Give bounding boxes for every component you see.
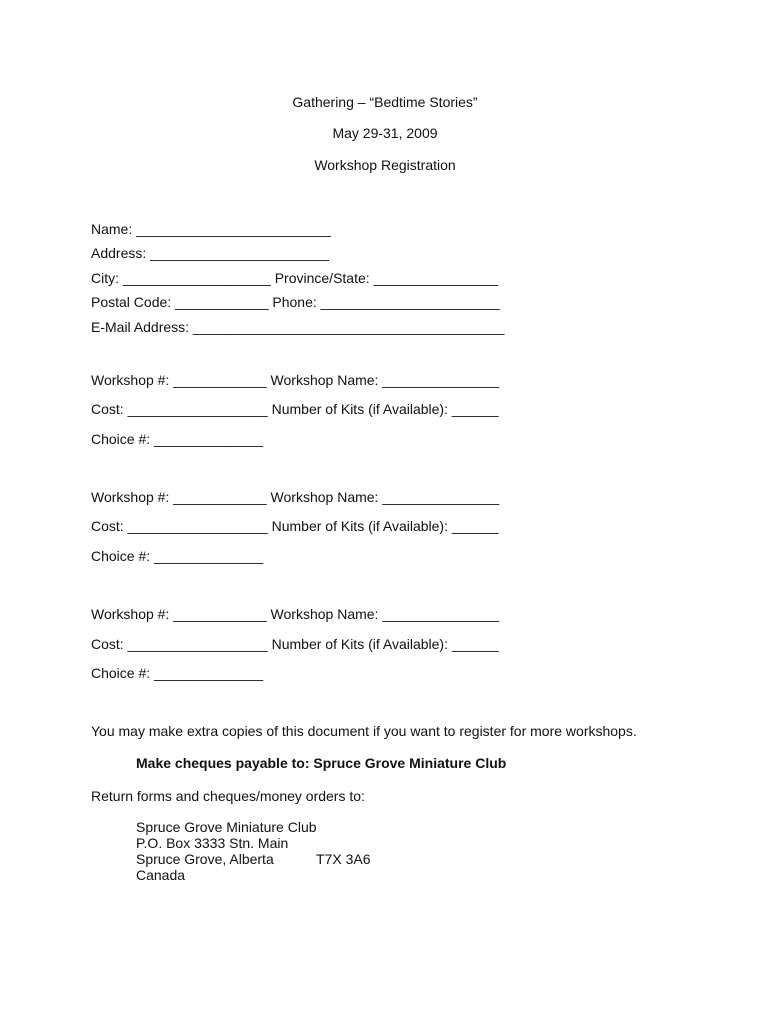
postal-phone-field: Postal Code: ____________ Phone: _______________________ xyxy=(91,294,500,310)
event-dates: May 29-31, 2009 xyxy=(332,125,438,141)
workshop-2-choice-line: Choice #: ______________ xyxy=(91,548,264,564)
form-subtitle: Workshop Registration xyxy=(314,157,456,173)
mailing-postal-code: T7X 3A6 xyxy=(316,851,371,867)
workshop-1-cost-line: Cost: __________________ Number of Kits (if Available): ______ xyxy=(91,401,499,417)
name-field: Name: _________________________ xyxy=(91,221,331,237)
mailing-address-line-3: Spruce Grove, Alberta xyxy=(136,851,274,867)
mailing-address-line-4: Canada xyxy=(136,867,186,883)
mailing-address-line-1: Spruce Grove Miniature Club xyxy=(136,819,317,835)
workshop-3-line: Workshop #: ____________ Workshop Name: _______________ xyxy=(91,606,500,622)
copies-note: You may make extra copies of this document if you want to register for more workshops. xyxy=(91,723,637,739)
workshop-3-cost-line: Cost: __________________ Number of Kits (if Available): ______ xyxy=(91,636,499,652)
email-field: E-Mail Address: ________________________________________ xyxy=(91,319,505,335)
payable-notice: Make cheques payable to: Spruce Grove Miniature Club xyxy=(136,755,507,771)
workshop-1-line: Workshop #: ____________ Workshop Name: _______________ xyxy=(91,372,500,388)
address-field: Address: _______________________ xyxy=(91,245,330,261)
form-title: Gathering – “Bedtime Stories” xyxy=(292,94,478,110)
city-province-field: City: ___________________ Province/State: ________________ xyxy=(91,270,499,286)
workshop-2-line: Workshop #: ____________ Workshop Name: _______________ xyxy=(91,489,500,505)
workshop-3-choice-line: Choice #: ______________ xyxy=(91,665,264,681)
mailing-address-line-2: P.O. Box 3333 Stn. Main xyxy=(136,835,289,851)
workshop-1-choice-line: Choice #: ______________ xyxy=(91,431,264,447)
workshop-2-cost-line: Cost: __________________ Number of Kits (if Available): ______ xyxy=(91,518,499,534)
return-label: Return forms and cheques/money orders to: xyxy=(91,788,365,804)
